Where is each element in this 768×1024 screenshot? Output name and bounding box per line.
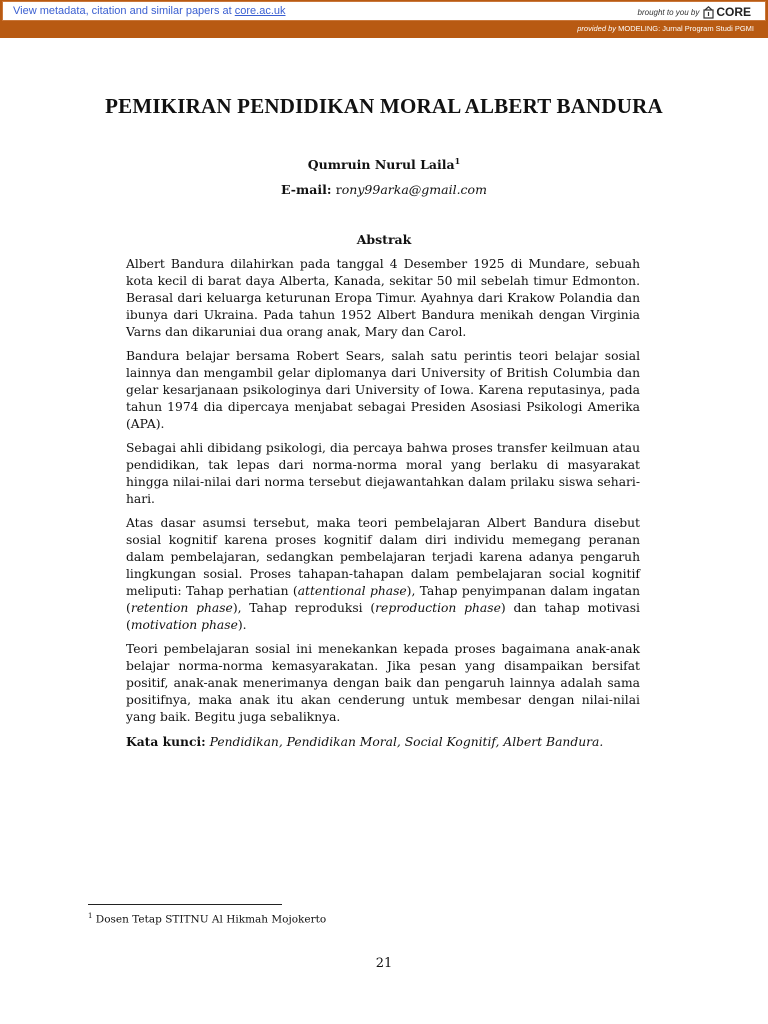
email-prefix: r bbox=[335, 182, 342, 197]
email-line bbox=[0, 182, 768, 197]
provided-by-label: provided by bbox=[577, 24, 617, 33]
core-logo[interactable] bbox=[703, 5, 751, 19]
abstract-paragraph-5: Teori pembelajaran sosial ini menekankan kepada proses bagaimana anak-anak belajar norma-norma kemasyarakatan. Jika pesan yang disampaikan bersifat positif, anak-anak menerimanya dengan baik dan pengaruh lainnya adalah sama positifnya, maka anak itu akan cenderung untuk membesar dengan nilai-nilai yang baik. Begitu juga sebaliknya. bbox=[126, 642, 640, 724]
footnote-text: Dosen Tetap STITNU Al Hikmah Mojokerto bbox=[92, 913, 327, 926]
footnote-divider bbox=[88, 904, 282, 905]
p4-text-4: ) dan tahap motivasi ( bbox=[126, 601, 640, 632]
abstract-paragraph-2: Bandura belajar bersama Robert Sears, salah satu perintis teori belajar sosial lainnya dan mengambil gelar diplomanya dari University of British Columbia dan gelar kesarjanaan psikologinya dari University of Iowa. Karena reputasinya, pada tahun 1974 dia dipercaya menjabat sebagai Presiden Asosiasi Psikologi Amerika (APA). bbox=[126, 349, 640, 431]
core-metadata-link[interactable] bbox=[13, 5, 286, 17]
page-number: 21 bbox=[375, 956, 393, 971]
core-brought-by[interactable] bbox=[638, 5, 752, 19]
abstract-body bbox=[126, 256, 640, 758]
footnote-mark: 1 bbox=[88, 912, 93, 920]
core-logo-icon bbox=[703, 6, 714, 19]
p4-italic-1: attentional phase bbox=[297, 584, 407, 598]
keywords-label: Kata kunci: bbox=[126, 734, 206, 749]
p4-text-5: ). bbox=[237, 618, 247, 632]
core-banner-top bbox=[2, 1, 766, 21]
paper-title: PEMIKIRAN PENDIDIKAN MORAL ALBERT BANDURA bbox=[105, 94, 663, 118]
abstract-paragraph-1: Albert Bandura dilahirkan pada tanggal 4 Desember 1925 di Mundare, sebuah kota kecil di barat daya Alberta, Kanada, sekitar 50 mil sebelah timur Edmonton. Berasal dari keluarga keturunan Eropa Timur. Ayahnya dari Krakow Polandia dan ibunya dari Ukraina. Pada tahun 1952 Albert Bandura menikah dengan Virginia Varns dan dikaruniai dua orang anak, Mary dan Carol. bbox=[126, 257, 640, 339]
email-label: E-mail: bbox=[281, 182, 336, 197]
keywords-line bbox=[126, 733, 640, 751]
p4-text-2: ), Tahap penyimpanan dalam ingatan ( bbox=[126, 584, 640, 615]
core-link-prefix: View metadata, citation and similar papers at bbox=[13, 5, 235, 17]
provider-name[interactable]: MODELING: Jurnal Program Studi PGMI bbox=[618, 24, 754, 33]
core-link-site[interactable]: core.ac.uk bbox=[234, 5, 286, 17]
p4-text-1: Atas dasar asumsi tersebut, maka teori pembelajaran Albert Bandura disebut sosial kognitif karena proses kognitif dalam diri individu memegang peranan dalam pembelajaran, sedangkan pembelajaran terjadi karena adanya pengaruh lingkungan sosial. Proses tahapan-tahapan dalam pembelajaran social kognitif meliputi: Tahap perhatian ( bbox=[126, 516, 640, 598]
email-address: ony99arka@gmail.com bbox=[341, 182, 487, 197]
core-provided-by bbox=[577, 24, 754, 33]
author-line bbox=[0, 156, 768, 172]
footnote bbox=[88, 912, 326, 926]
p4-text-3: ), Tahap reproduksi ( bbox=[232, 601, 376, 615]
author-footnote-mark: 1 bbox=[454, 156, 461, 166]
keywords-list: Pendidikan, Pendidikan Moral, Social Kognitif, Albert Bandura. bbox=[205, 735, 604, 749]
author-name: Qumruin Nurul Laila bbox=[307, 157, 455, 173]
abstract-paragraph-4 bbox=[126, 515, 640, 634]
abstract-heading: Abstrak bbox=[356, 232, 412, 247]
abstract-paragraph-3: Sebagai ahli dibidang psikologi, dia percaya bahwa proses transfer keilmuan atau pendidikan, tak lepas dari norma-norma moral yang berlaku di masyarakat hingga nilai-nilai dari norma tersebut diejawantahkan dalam prilaku siswa sehari-hari. bbox=[126, 441, 640, 506]
p4-italic-4: motivation phase bbox=[130, 618, 238, 632]
brought-by-text: brought to you by bbox=[637, 7, 700, 17]
core-banner bbox=[0, 0, 768, 38]
p4-italic-3: reproduction phase bbox=[375, 601, 501, 615]
core-logo-text: CORE bbox=[716, 5, 751, 19]
p4-italic-2: retention phase bbox=[130, 601, 233, 615]
